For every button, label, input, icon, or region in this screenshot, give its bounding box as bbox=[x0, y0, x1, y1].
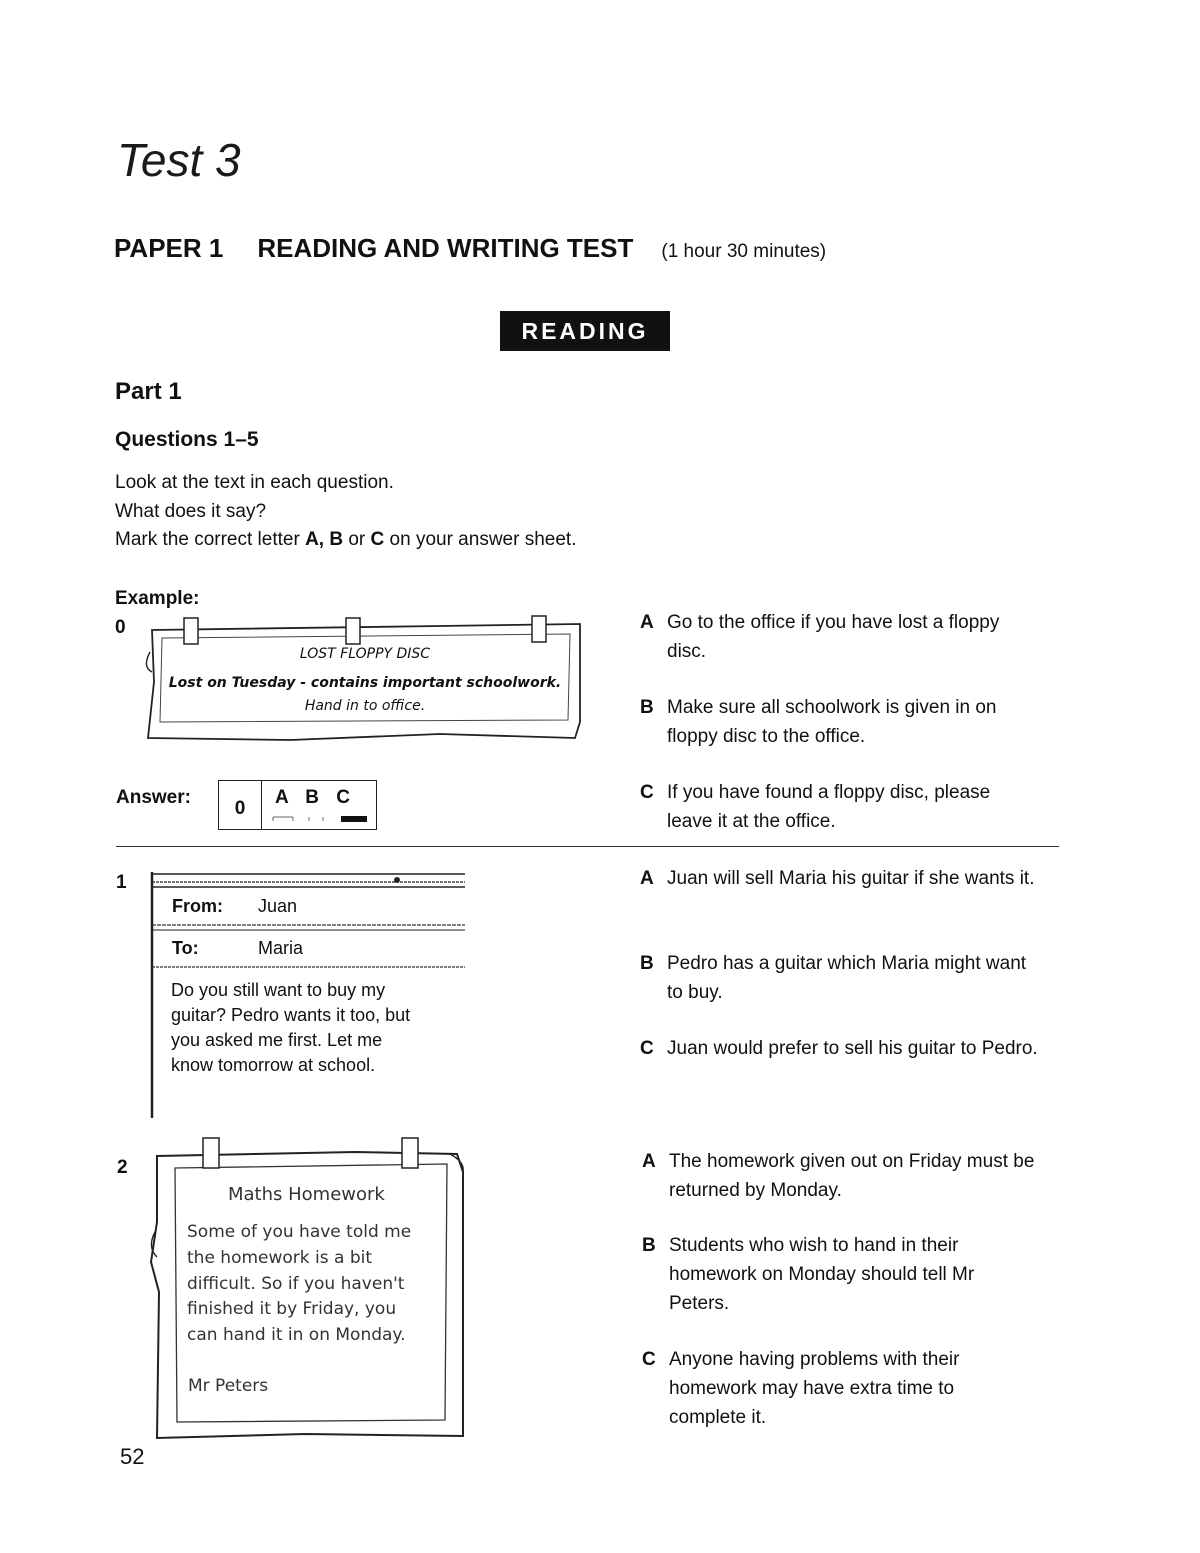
instruction-mark-prefix: Mark the correct letter bbox=[115, 529, 306, 550]
question-number: 2 bbox=[117, 1157, 128, 1178]
option-b bbox=[640, 693, 1040, 751]
answer-mark-a bbox=[273, 817, 293, 821]
example-label: Example: bbox=[115, 588, 200, 609]
message-from-label: From: bbox=[172, 896, 223, 916]
instruction-mark-suffix: on your answer sheet. bbox=[384, 529, 577, 550]
option-text: Juan would prefer to sell his guitar to Pedro. bbox=[667, 1038, 1038, 1059]
instruction-mark-last-letter: C bbox=[370, 529, 385, 550]
instruction-line: What does it say? bbox=[115, 501, 267, 522]
option-text: The homework given out on Friday must be returned by Monday. bbox=[669, 1151, 1035, 1201]
notice-line: Lost on Tuesday - contains important schoolwork. bbox=[168, 675, 562, 691]
notice-line: Hand in to office. bbox=[304, 698, 426, 714]
note-body-line: can hand it in on Monday. bbox=[187, 1325, 406, 1345]
message-body-line: Do you still want to buy my bbox=[171, 980, 386, 1000]
option-letter: C bbox=[642, 1349, 656, 1370]
answer-box bbox=[218, 780, 377, 830]
option-text: Make sure all schoolwork is given in on floppy disc to the office. bbox=[667, 697, 997, 747]
note-signature: Mr Peters bbox=[188, 1376, 269, 1396]
option-a bbox=[640, 608, 1040, 666]
option-letter: C bbox=[640, 1038, 654, 1059]
instruction-mark-letters: A, B bbox=[305, 529, 344, 550]
option-c bbox=[640, 1034, 1040, 1063]
answer-marks bbox=[271, 814, 371, 824]
questions-range: Questions 1–5 bbox=[115, 428, 259, 451]
paper-duration: (1 hour 30 minutes) bbox=[661, 241, 827, 262]
question-number: 1 bbox=[116, 872, 127, 893]
option-text: If you have found a floppy disc, please leave it at the office. bbox=[667, 782, 991, 832]
note-body-line: finished it by Friday, you bbox=[187, 1299, 397, 1319]
option-letter: B bbox=[642, 1235, 656, 1256]
option-a bbox=[642, 1147, 1062, 1205]
answer-number: 0 bbox=[234, 798, 246, 819]
notice-heading: LOST FLOPPY DISC bbox=[299, 646, 431, 662]
reading-section-banner: READING bbox=[500, 311, 670, 351]
instruction-line-mark bbox=[115, 529, 576, 551]
message-to-value: Maria bbox=[258, 938, 304, 958]
message-to-label: To: bbox=[172, 938, 199, 958]
option-letter: A bbox=[640, 612, 654, 633]
option-text: Go to the office if you have lost a floppy disc. bbox=[667, 612, 1000, 662]
option-a bbox=[640, 864, 1040, 893]
option-letter: B bbox=[640, 953, 654, 974]
part-title: Part 1 bbox=[115, 378, 182, 405]
option-letter: A bbox=[642, 1151, 656, 1172]
section-divider bbox=[116, 846, 1059, 847]
paper-heading bbox=[114, 233, 826, 264]
option-c bbox=[642, 1345, 1022, 1432]
answer-mark-c-filled bbox=[341, 816, 367, 822]
option-letter: A bbox=[640, 868, 654, 889]
note-body-line: difficult. So if you haven't bbox=[187, 1274, 405, 1294]
message-body-line: guitar? Pedro wants it too, but bbox=[171, 1005, 411, 1025]
question-number: 0 bbox=[115, 617, 126, 638]
option-c bbox=[640, 778, 1040, 836]
message-body-line: know tomorrow at school. bbox=[171, 1055, 376, 1075]
paper-name: READING AND WRITING TEST bbox=[257, 233, 634, 263]
answer-letters: A B C bbox=[275, 787, 351, 808]
test-title: Test 3 bbox=[117, 134, 241, 186]
note-title: Maths Homework bbox=[228, 1184, 385, 1205]
option-letter: C bbox=[640, 782, 654, 803]
option-text: Juan will sell Maria his guitar if she wants it. bbox=[667, 868, 1035, 889]
option-b bbox=[640, 949, 1040, 1007]
page-number: 52 bbox=[120, 1444, 145, 1469]
option-text: Students who wish to hand in their homework on Monday should tell Mr Peters. bbox=[669, 1235, 975, 1314]
paper-number: PAPER 1 bbox=[114, 233, 224, 263]
option-text: Pedro has a guitar which Maria might want to buy. bbox=[667, 953, 1027, 1003]
option-text: Anyone having problems with their homework may have extra time to complete it. bbox=[669, 1349, 960, 1428]
option-letter: B bbox=[640, 697, 654, 718]
note-body-line: Some of you have told me bbox=[187, 1222, 412, 1242]
instruction-mark-middle: or bbox=[343, 529, 371, 550]
message-from-value: Juan bbox=[258, 896, 298, 916]
instruction-line: Look at the text in each question. bbox=[115, 472, 394, 493]
note-body-line: the homework is a bit bbox=[187, 1248, 373, 1268]
message-body-line: you asked me first. Let me bbox=[171, 1030, 383, 1050]
answer-label: Answer: bbox=[116, 787, 191, 808]
option-b bbox=[642, 1231, 1032, 1318]
answer-mark-b bbox=[309, 817, 323, 821]
